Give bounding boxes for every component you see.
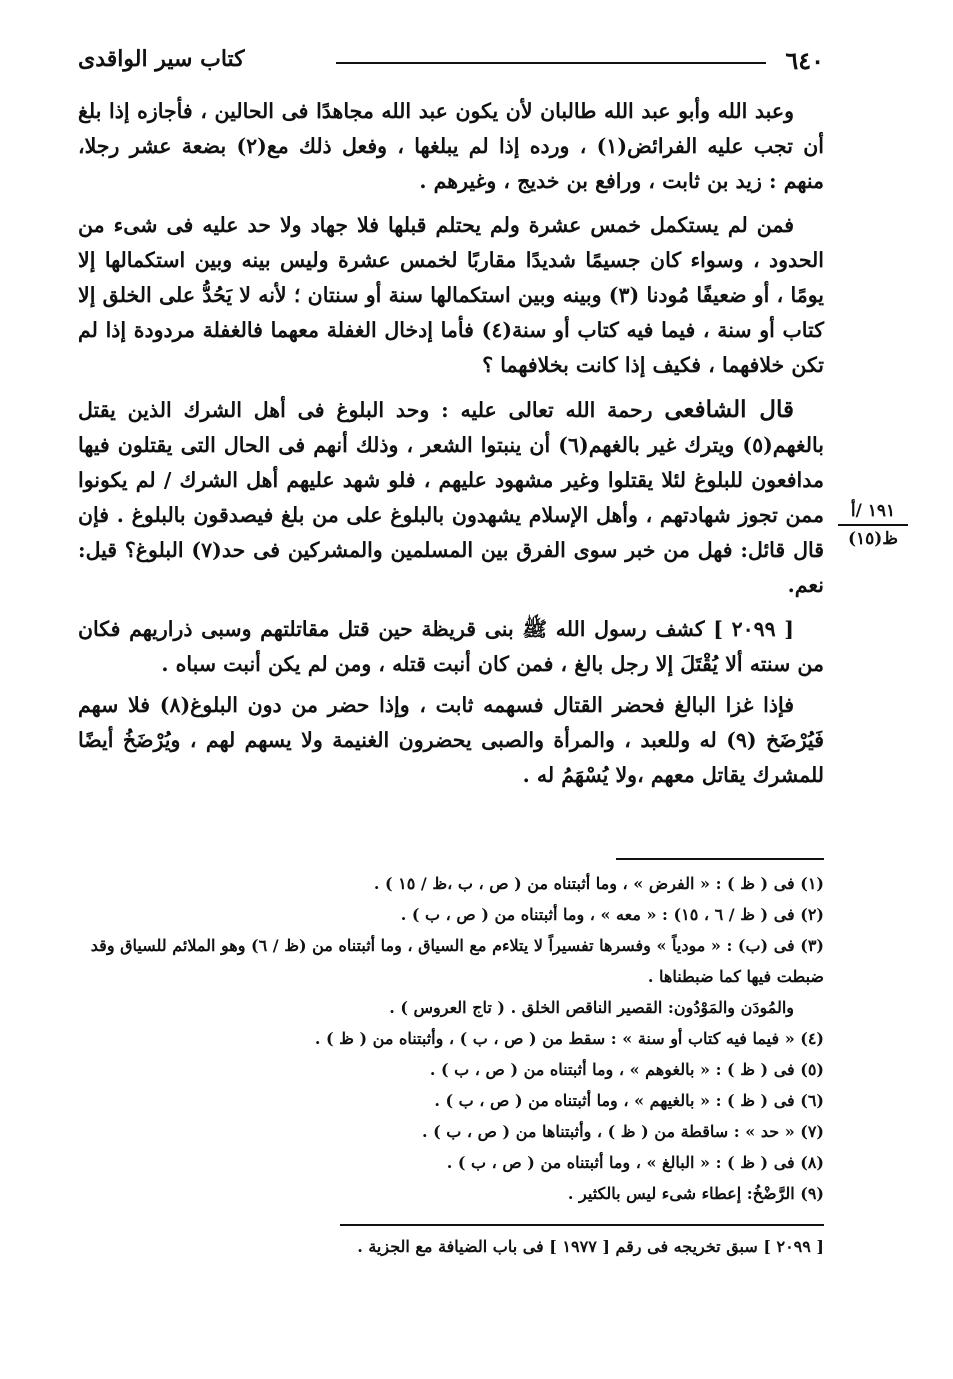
takhrij-divider bbox=[340, 1224, 824, 1226]
margin-note-manuscript: ظ(١٥) bbox=[847, 529, 899, 549]
footnote-8: (٨) فى ( ظ ) : « البالغ » ، وما أثبتناه من ( ص ، ب ) . bbox=[446, 1153, 824, 1172]
footnote-1: (١) فى ( ظ ) : « الفرض » ، وما أثبتناه من ( ص ، ب ،ظ / ١٥ ) . bbox=[373, 874, 824, 893]
shafii-text: رحمة الله تعالى عليه : وحد البلوغ فى أهل الشرك الذين يقتل بالغهم(٥) ويترك غير بالغهم(٦) أن ينبتوا الشعر ، وذلك أنهم فى الحال التى يقتلون فيها مدافعون للبلوغ لئلا يقتلوا وغير مشهود عليهم ، فلو شهد عليهم أهل الشرك / لم يكونوا ممن تجوز شهادتهم ، وأهل الإسلام يشهدون بالبلوغ على من بلغ فيصدقون بالبلوغ . فإن قال قائل: فهل من خبر سوى الفرق بين المسلمين والمشركين فى حد(٧) البلوغ؟ قيل: نعم. bbox=[78, 398, 825, 597]
margin-note-folio: ١٩١ /أ bbox=[838, 500, 908, 526]
page-header bbox=[78, 44, 824, 84]
footnote-7: (٧) « حد » : ساقطة من ( ظ ) ، وأثبتناها من ( ص ، ب ) . bbox=[421, 1122, 824, 1141]
paragraph-1: وعبد الله وأبو عبد الله طالبان لأن يكون عبد الله مجاهدًا فى الحالين ، فأجازه إذا بلغ أن تجب عليه الفرائض(١) ، ورده إذا لم يبلغها ، وفعل ذلك مع(٢) بضعة عشر رجلا، منهم : زيد بن ثابت ، ورافع بن خديج ، وغيرهم . bbox=[78, 99, 824, 193]
manuscript-margin-note bbox=[838, 500, 908, 550]
hadith-paragraph: [ ٢٠٩٩ ] كشف رسول الله ﷺ بنى قريظة حين قتل مقاتلتهم وسبى ذراريهم فكان من سنته ألا يُقْتَلَ إلا رجل بالغ ، فمن كان أنبت قتله ، ومن لم يكن أنبت سباه . bbox=[78, 617, 824, 676]
book-title: كتاب سير الواقدى bbox=[78, 46, 245, 72]
main-text bbox=[78, 94, 824, 802]
page-number: ٦٤٠ bbox=[785, 46, 824, 75]
footnote-4: (٤) « فيما فيه كتاب أو سنة » : سقط من ( ص ، ب ) ، وأثبتناه من ( ظ ) . bbox=[314, 1029, 824, 1048]
footnotes bbox=[78, 868, 824, 1209]
header-rule bbox=[336, 62, 766, 64]
takhrij-note: [ ٢٠٩٩ ] سبق تخريجه فى رقم [ ١٩٧٧ ] فى باب الضيافة مع الجزية . bbox=[357, 1237, 824, 1256]
paragraph-last: فإذا غزا البالغ فحضر القتال فسهمه ثابت ، وإذا حضر من دون البلوغ(٨) فلا سهم فَيُرْضَخ (٩) له وللعبد ، والمرأة والصبى يحضرون الغنيمة ولا يسهم لهم ، ويُرْضَخُ أيضًا للمشرك يقاتل معهم ،ولا يُسْهَمُ له . bbox=[78, 693, 824, 787]
footnotes-divider bbox=[616, 858, 824, 860]
footnote-3-gloss: والمُودَن والمَوْدُون: القصير الناقص الخلق . ( تاج العروس ) . bbox=[389, 998, 794, 1017]
shafii-lead: قال الشافعى bbox=[664, 396, 794, 423]
footnote-5: (٥) فى ( ظ ) : « بالغوهم » ، وما أثبتناه من ( ص ، ب ) . bbox=[429, 1060, 824, 1079]
footnote-3: (٣) فى (ب) : « مودياً » وفسرها تفسيراً لا يتلاءم مع السياق ، وما أثبتناه من (ظ / ٦) وهو الملائم للسياق وقد ضبطت فيها كما ضبطناها . bbox=[90, 936, 824, 986]
paragraph-shafii bbox=[78, 392, 824, 603]
footnote-2: (٢) فى ( ظ / ٦ ، ١٥) : « معه » ، وما أثبتناه من ( ص ، ب ) . bbox=[400, 905, 824, 924]
footnote-6: (٦) فى ( ظ ) : « بالغيهم » ، وما أثبتناه من ( ص ، ب ) . bbox=[434, 1091, 824, 1110]
paragraph-2: فمن لم يستكمل خمس عشرة ولم يحتلم قبلها فلا جهاد ولا حد عليه فى شىء من الحدود ، وسواء كان جسيمًا شديدًا مقاربًا لخمس عشرة وليس بينه وبين استكمالها إلا يومًا ، أو ضعيفًا مُودنا (٣) وبينه وبين استكمالها سنة أو سنتان ؛ لأنه لا يَحُدُّ على الخلق إلا كتاب أو سنة ، فيما فيه كتاب أو سنة(٤) فأما إدخال الغفلة معهما فالغفلة مردودة إذا لم تكن خلافهما ، فكيف إذا كانت بخلافهما ؟ bbox=[78, 213, 824, 377]
footnote-9: (٩) الرَّضْخُ: إعطاء شىء ليس بالكثير . bbox=[567, 1184, 824, 1203]
